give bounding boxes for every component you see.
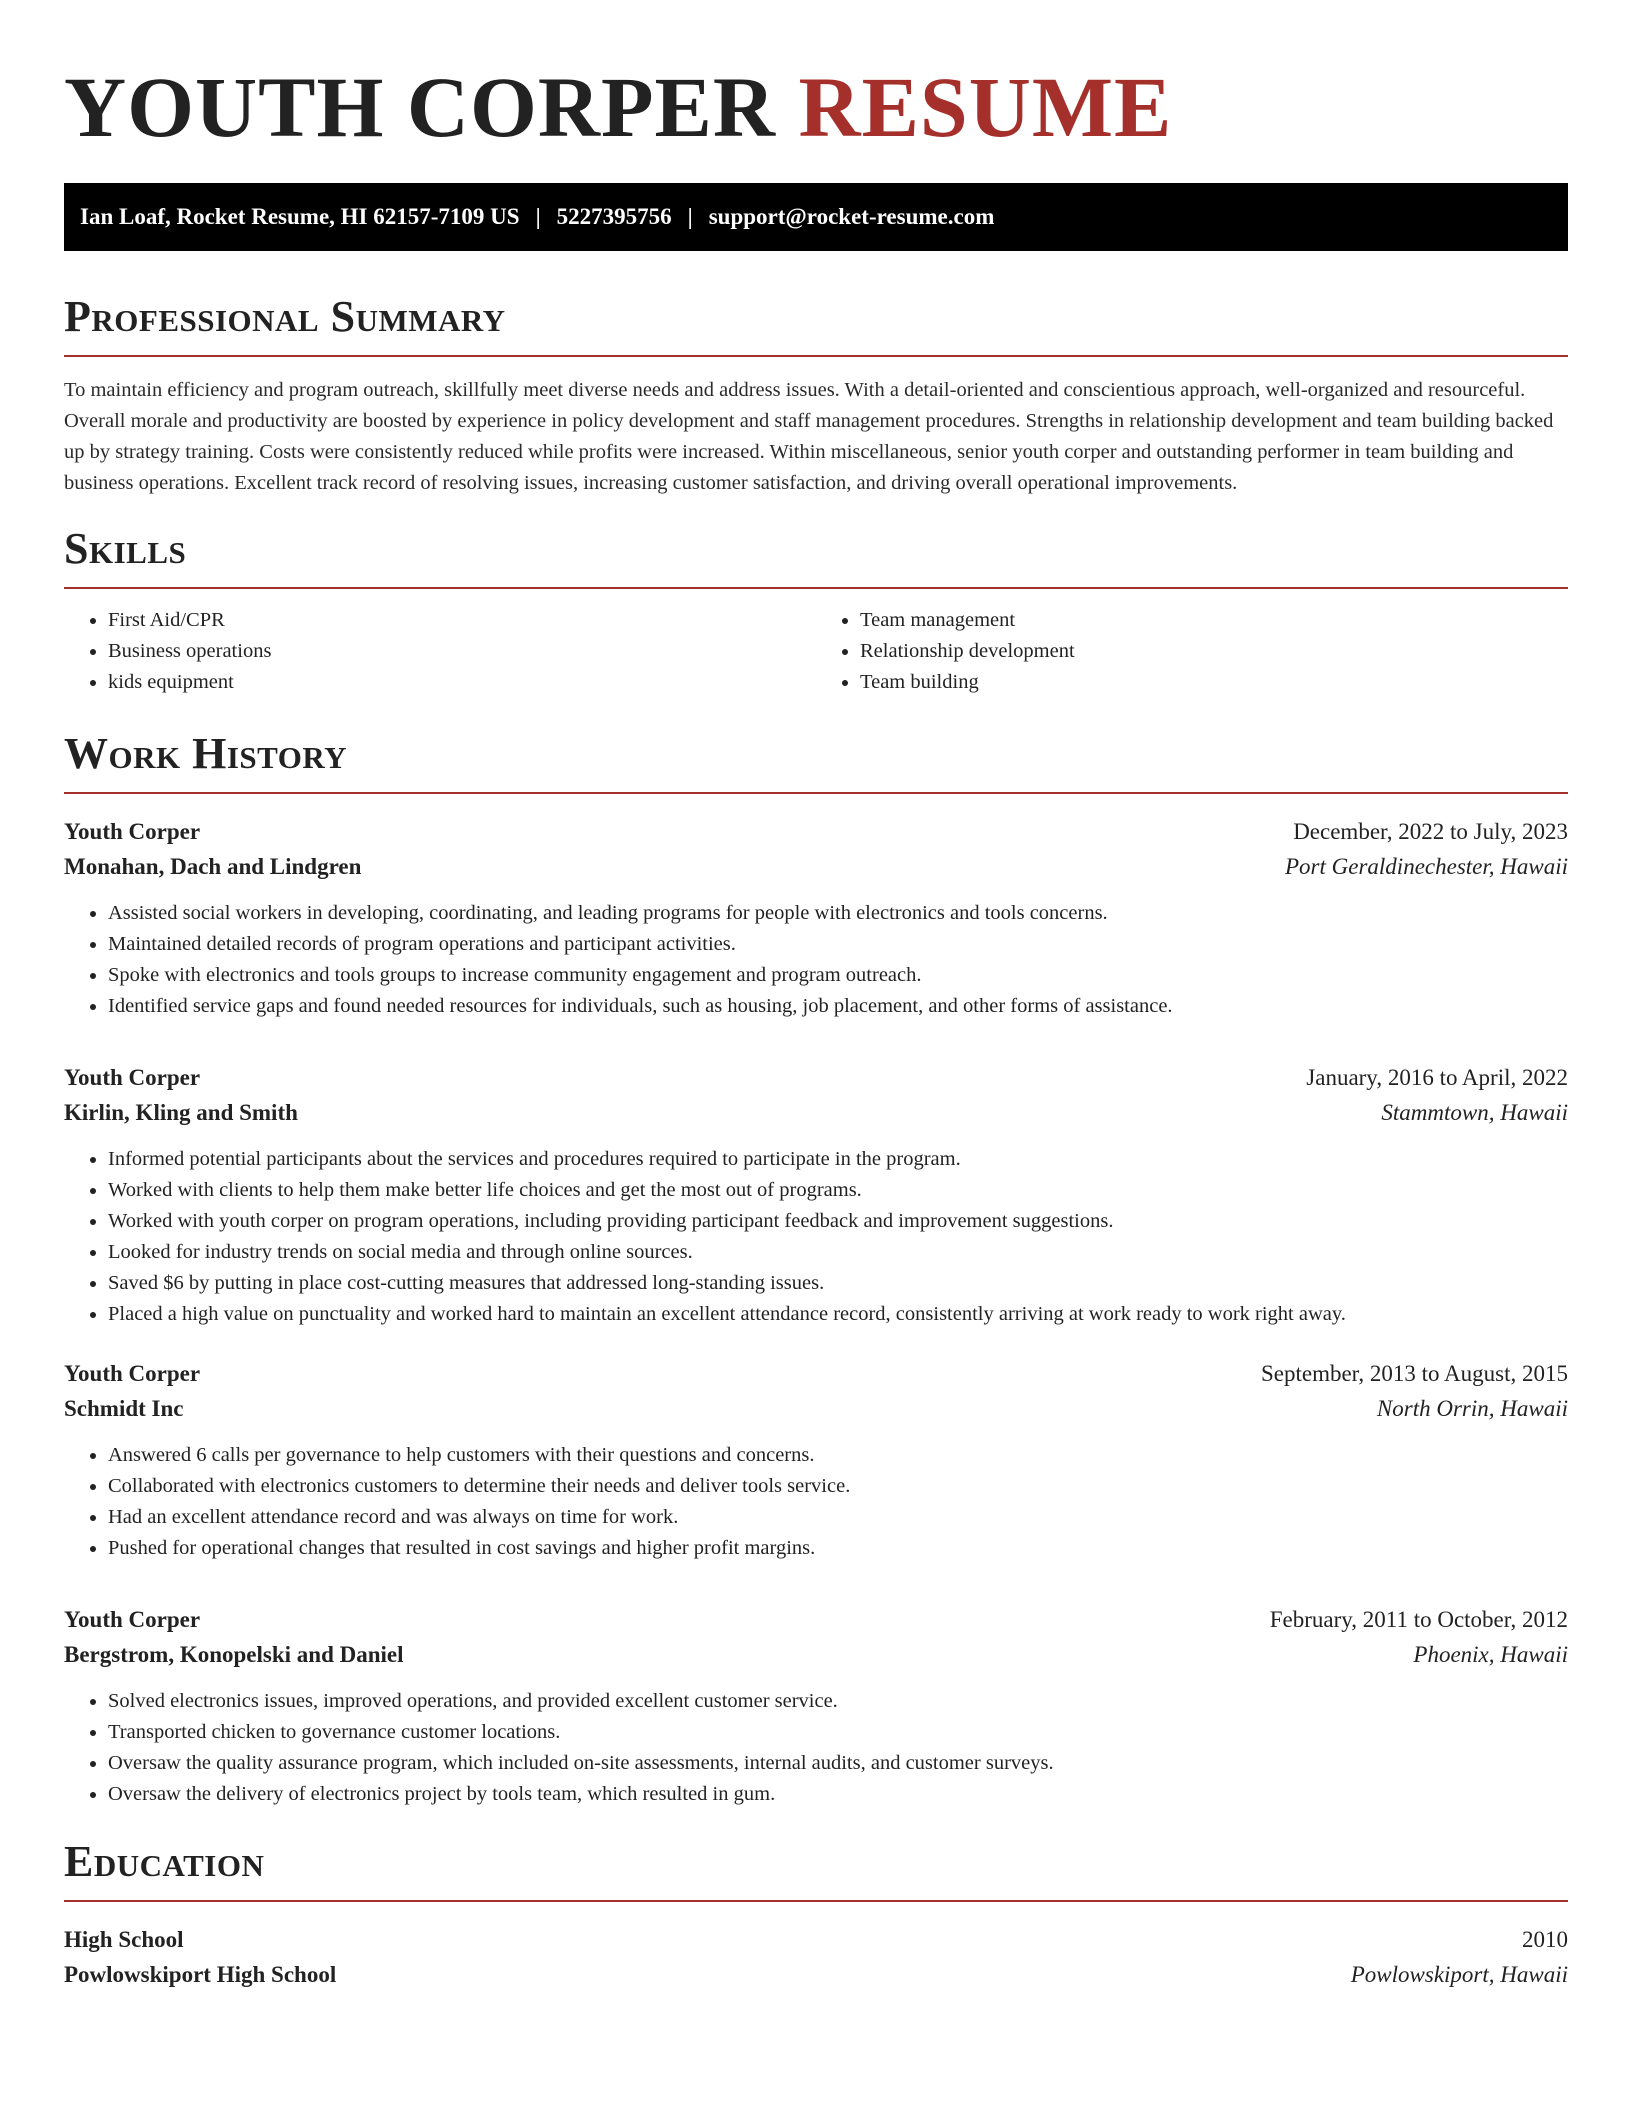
job-entry (64, 1356, 1568, 1564)
job-bullet: • Identified service gaps and found needed resources for individuals, such as housing, job placement, and other forms of assistance. (108, 991, 1568, 1022)
section-divider (64, 792, 1568, 794)
job-bullet: • Informed potential participants about the services and procedures required to participate in the program. (108, 1144, 1568, 1175)
job-location: North Orrin, Hawaii (1376, 1396, 1568, 1421)
job-bullet: • Assisted social workers in developing, coordinating, and leading programs for people with electronics and tools concerns. (108, 898, 1568, 929)
contact-phone: 5227395756 (556, 204, 672, 229)
title-part-2: RESUME (798, 59, 1173, 155)
summary-heading: Professional Summary (64, 292, 506, 341)
job-bullet: • Had an excellent attendance record and was always on time for work. (108, 1502, 1568, 1533)
job-dates: January, 2016 to April, 2022 (1306, 1065, 1568, 1090)
education-section (64, 1837, 1568, 1992)
job-title-row (64, 1602, 1568, 1637)
contact-email: support@rocket-resume.com (708, 204, 995, 229)
contact-separator: | (535, 204, 541, 229)
job-location: Stammtown, Hawaii (1381, 1100, 1568, 1125)
job-bullets (64, 1144, 1568, 1330)
job-title: Youth Corper (64, 819, 201, 844)
section-divider (64, 355, 1568, 357)
job-title: Youth Corper (64, 1607, 201, 1632)
summary-section (64, 292, 1568, 499)
job-location: Phoenix, Hawaii (1413, 1642, 1568, 1667)
job-bullet: • Looked for industry trends on social media and through online sources. (108, 1237, 1568, 1268)
contact-address: Ian Loaf, Rocket Resume, HI 62157-7109 US (80, 204, 520, 229)
job-bullets (64, 898, 1568, 1022)
job-title-row (64, 1060, 1568, 1095)
education-school-row (64, 1957, 1568, 1992)
job-bullet: • Transported chicken to governance customer locations. (108, 1717, 1568, 1748)
job-dates: December, 2022 to July, 2023 (1293, 819, 1568, 844)
job-bullet: • Oversaw the delivery of electronics project by tools team, which resulted in gum. (108, 1779, 1568, 1810)
education-degree: High School (64, 1927, 184, 1952)
job-bullet: • Answered 6 calls per governance to help customers with their questions and concerns. (108, 1440, 1568, 1471)
job-company: Monahan, Dach and Lindgren (64, 854, 362, 879)
skill-item: • Team management (860, 605, 1568, 636)
education-location: Powlowskiport, Hawaii (1350, 1962, 1568, 1987)
contact-separator: | (687, 204, 693, 229)
job-entry (64, 814, 1568, 1022)
resume-title (64, 59, 1568, 155)
job-title-row (64, 814, 1568, 849)
job-title-row (64, 1356, 1568, 1391)
summary-text: To maintain efficiency and program outreach, skillfully meet diverse needs and address issues. With a detail-oriented and conscientious approach, well-organized and resourceful. Overall morale and productivity are boosted by experience in policy development and staff management procedures. Strengths in relationship development and team building backed up by strategy training. Costs were consistently reduced while profits were increased. Within miscellaneous, senior youth corper and outstanding performer in team building and business operations. Excellent track record of resolving issues, increasing customer satisfaction, and driving overall operational improvements. (64, 379, 1554, 494)
education-entry (64, 1922, 1568, 1992)
job-title: Youth Corper (64, 1065, 201, 1090)
job-entry (64, 1060, 1568, 1330)
job-company-row (64, 1095, 1568, 1130)
job-bullet: • Worked with clients to help them make better life choices and get the most out of programs. (108, 1175, 1568, 1206)
skill-item: • Relationship development (860, 636, 1568, 667)
job-bullet: • Saved $6 by putting in place cost-cutting measures that addressed long-standing issues. (108, 1268, 1568, 1299)
skills-column-left (64, 605, 816, 698)
job-bullet: • Placed a high value on punctuality and worked hard to maintain an excellent attendance record, consistently arriving at work ready to work right away. (108, 1299, 1568, 1330)
job-bullet: • Spoke with electronics and tools groups to increase community engagement and program outreach. (108, 960, 1568, 991)
skills-section (64, 524, 1568, 698)
skill-item: • Business operations (108, 636, 816, 667)
skills-heading: Skills (64, 524, 187, 573)
education-degree-row (64, 1922, 1568, 1957)
education-year: 2010 (1522, 1927, 1568, 1952)
skill-item: • First Aid/CPR (108, 605, 816, 636)
job-bullets (64, 1440, 1568, 1564)
job-bullet: • Worked with youth corper on program operations, including providing participant feedback and improvement suggestions. (108, 1206, 1568, 1237)
job-company: Schmidt Inc (64, 1396, 184, 1421)
job-company: Kirlin, Kling and Smith (64, 1100, 298, 1125)
work-heading: Work History (64, 729, 348, 778)
job-company-row (64, 1637, 1568, 1672)
job-dates: February, 2011 to October, 2012 (1269, 1607, 1568, 1632)
job-bullets (64, 1686, 1568, 1810)
title-part-1: YOUTH CORPER (64, 59, 776, 155)
contact-bar (64, 183, 1568, 251)
job-company: Bergstrom, Konopelski and Daniel (64, 1642, 404, 1667)
skill-item: • Team building (860, 667, 1568, 698)
job-dates: September, 2013 to August, 2015 (1260, 1361, 1568, 1386)
job-entry (64, 1602, 1568, 1810)
job-bullet: • Oversaw the quality assurance program, which included on-site assessments, internal audits, and customer surveys. (108, 1748, 1568, 1779)
job-bullet: • Pushed for operational changes that resulted in cost savings and higher profit margins. (108, 1533, 1568, 1564)
skills-list (64, 605, 1568, 698)
job-bullet: • Solved electronics issues, improved operations, and provided excellent customer service. (108, 1686, 1568, 1717)
skill-item: • kids equipment (108, 667, 816, 698)
job-company-row (64, 1391, 1568, 1426)
education-school: Powlowskiport High School (64, 1962, 337, 1987)
education-heading: Education (64, 1837, 265, 1886)
job-title: Youth Corper (64, 1361, 201, 1386)
work-section (64, 729, 1568, 1810)
skills-column-right (816, 605, 1568, 698)
job-bullet: • Maintained detailed records of program operations and participant activities. (108, 929, 1568, 960)
section-divider (64, 1900, 1568, 1902)
job-company-row (64, 849, 1568, 884)
section-divider (64, 587, 1568, 589)
job-bullet: • Collaborated with electronics customers to determine their needs and deliver tools service. (108, 1471, 1568, 1502)
job-location: Port Geraldinechester, Hawaii (1285, 854, 1568, 879)
